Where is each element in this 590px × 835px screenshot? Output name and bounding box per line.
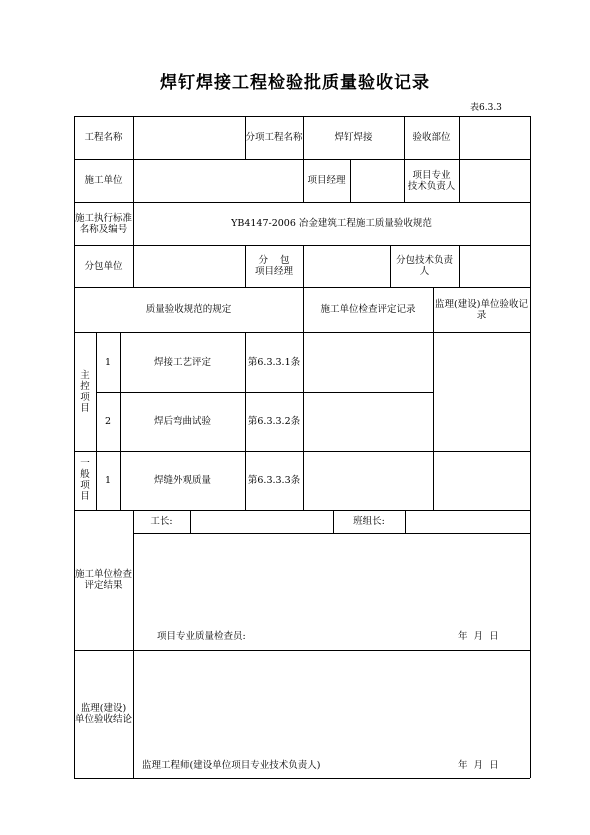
main-items-char: 目 xyxy=(80,403,90,414)
foreman-field[interactable] xyxy=(191,511,333,533)
project-name-label: 工程名称 xyxy=(84,132,123,143)
tech-lead-label-line2: 技术负责人 xyxy=(407,180,456,192)
supervision-result-field[interactable] xyxy=(134,651,530,751)
construction-unit-field[interactable] xyxy=(134,160,303,202)
main-items-char: 项 xyxy=(80,392,90,403)
standard-label-line2: 名称及编号 xyxy=(79,223,128,235)
construction-result-label xyxy=(74,510,133,650)
border-right xyxy=(530,116,531,778)
main-items-char: 控 xyxy=(80,381,90,392)
general-item-clause: 第6.3.3.3条 xyxy=(247,475,301,486)
tech-lead-label xyxy=(404,159,459,202)
border-bottom xyxy=(74,778,530,779)
team-leader-field[interactable] xyxy=(406,511,530,533)
main-item-name: 焊后弯曲试验 xyxy=(153,416,211,427)
tech-lead-label-line1: 项目专业 xyxy=(412,169,451,181)
main-item-no: 1 xyxy=(104,356,112,368)
main-item-clause: 第6.3.3.1条 xyxy=(247,356,301,368)
supervision-column-header-line2: 录 xyxy=(476,309,487,321)
tech-lead-field[interactable] xyxy=(460,160,530,202)
supervision-result-label xyxy=(74,650,133,778)
construction-check-column-header: 施工单位检查评定记录 xyxy=(320,304,416,315)
general-item-no: 1 xyxy=(104,475,112,486)
main-item-no: 2 xyxy=(104,416,112,427)
supervision-result-label-line1: 监理(建设) xyxy=(80,703,127,714)
sub-project-value[interactable]: 焊钉焊接 xyxy=(334,132,373,143)
subcontract-tech-field[interactable] xyxy=(460,246,530,287)
construction-result-label-line2: 评定结果 xyxy=(84,580,123,591)
standard-value[interactable]: YB4147-2006 冶金建筑工程施工质量验收规范 xyxy=(231,218,432,229)
supervision-result-label-line2: 单位验收结论 xyxy=(74,714,132,725)
acceptance-part-field[interactable] xyxy=(460,117,530,159)
supervision-column-header-line1: 监理(建设)单位验收记 xyxy=(435,298,528,310)
general-items-group-label xyxy=(79,458,91,502)
main-items-char: 主 xyxy=(80,370,90,381)
general-items-char: 般 xyxy=(80,469,90,480)
general-item-supervision-field[interactable] xyxy=(434,452,530,510)
team-leader-label: 班组长: xyxy=(353,516,385,527)
main-item-check-field[interactable] xyxy=(304,393,433,451)
standard-label-line1: 施工执行标准 xyxy=(74,212,132,224)
project-manager-label: 项目经理 xyxy=(307,175,346,186)
main-items-supervision-field[interactable] xyxy=(434,333,530,451)
construction-result-label-line1: 施工单位检查 xyxy=(74,569,132,580)
main-items-group-label xyxy=(79,370,91,414)
main-item-check-field[interactable] xyxy=(304,333,433,392)
subcontract-tech-label-line2: 人 xyxy=(419,266,430,277)
project-name-field[interactable] xyxy=(134,117,245,159)
quality-inspector-label: 项目专业质量检查员: xyxy=(157,630,246,642)
construction-date-label: 年 月 日 xyxy=(458,630,499,642)
main-item-name: 焊接工艺评定 xyxy=(153,356,211,368)
supervision-column-header xyxy=(433,287,530,332)
page-title: 焊钉焊接工程检验批质量验收记录 xyxy=(160,73,430,93)
supervising-engineer-label: 监理工程师(建设单位项目专业技术负责人) xyxy=(142,759,321,771)
construction-unit-label: 施工单位 xyxy=(84,175,123,186)
general-items-char: 目 xyxy=(80,491,90,502)
subcontract-tech-label xyxy=(390,245,459,287)
subcontract-pm-label xyxy=(245,245,303,287)
subcontract-tech-label-line1: 分包技术负责 xyxy=(395,255,453,266)
main-item-clause: 第6.3.3.2条 xyxy=(247,416,301,427)
supervision-date-label: 年 月 日 xyxy=(458,759,499,771)
spec-column-header: 质量验收规范的规定 xyxy=(145,304,232,315)
general-item-name: 焊缝外观质量 xyxy=(153,475,211,486)
subcontract-pm-label-line1: 分 包 xyxy=(258,255,290,266)
general-items-char: 项 xyxy=(80,480,90,491)
standard-label xyxy=(74,202,133,245)
general-items-char: 一 xyxy=(80,458,90,469)
subcontract-unit-field[interactable] xyxy=(134,246,245,287)
foreman-label: 工长: xyxy=(150,516,173,527)
project-manager-field[interactable] xyxy=(351,160,404,202)
acceptance-part-label: 验收部位 xyxy=(412,132,451,143)
construction-result-field[interactable] xyxy=(134,534,530,624)
general-item-check-field[interactable] xyxy=(304,452,433,510)
subcontract-pm-label-line2: 项目经理 xyxy=(254,266,293,277)
subcontract-unit-label: 分包单位 xyxy=(84,260,123,272)
table-code: 表6.3.3 xyxy=(470,103,502,113)
subcontract-pm-field[interactable] xyxy=(304,246,390,287)
sub-project-label: 分项工程名称 xyxy=(245,132,303,143)
